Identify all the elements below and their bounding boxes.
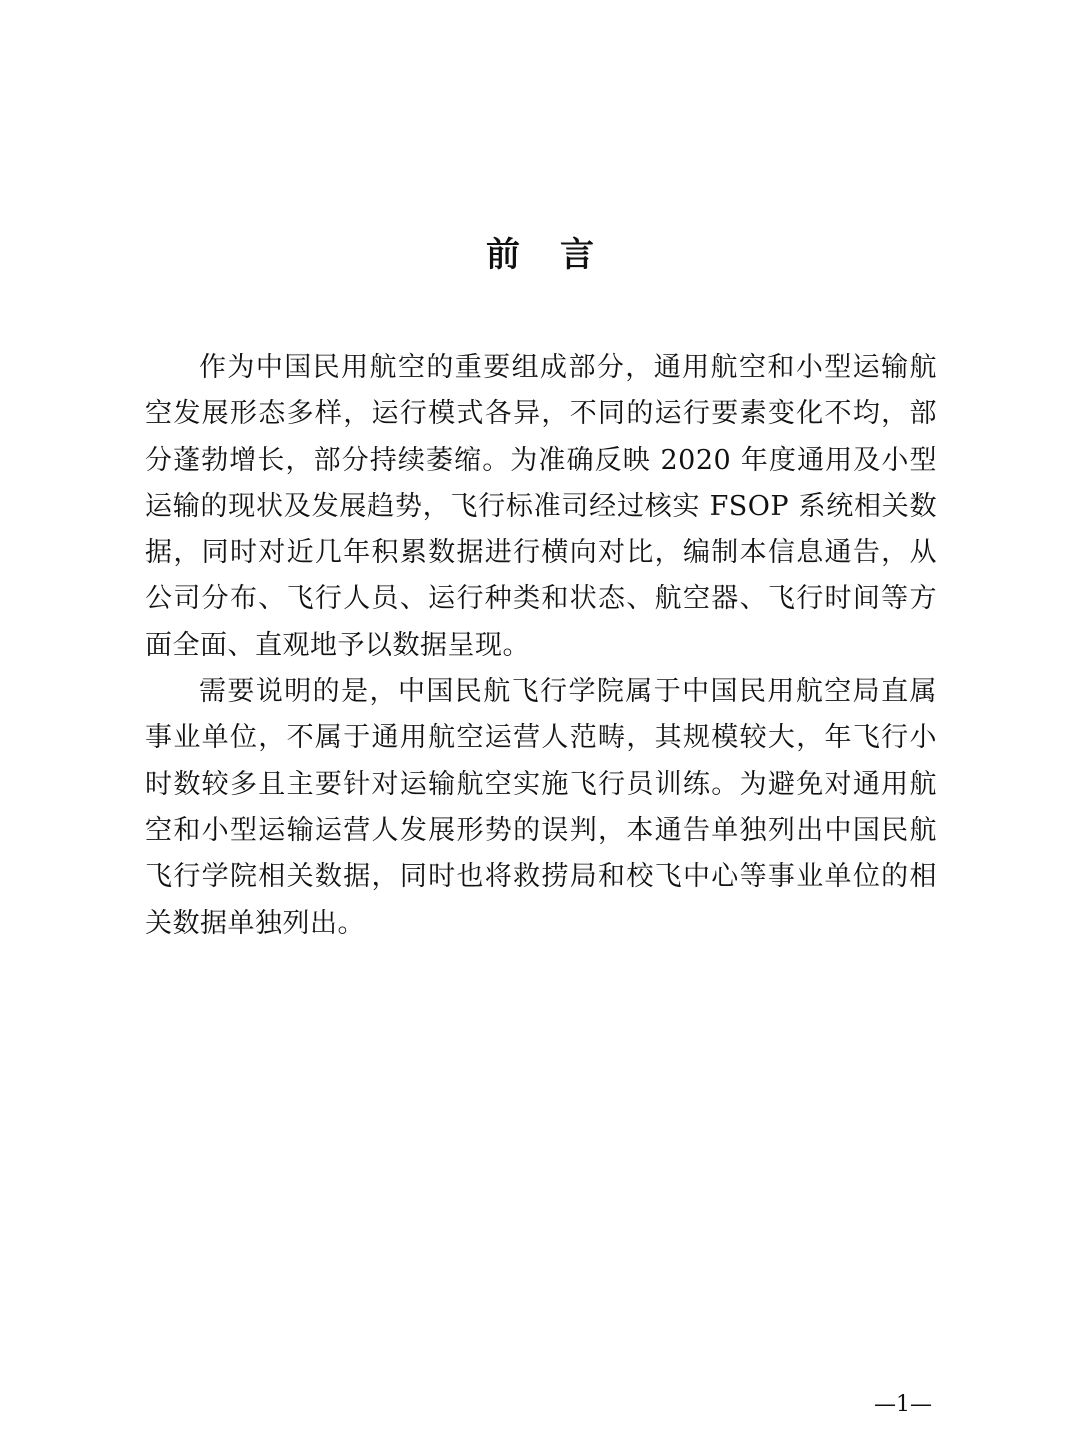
- page-number: —1—: [874, 1392, 932, 1417]
- paragraph-2: 需要说明的是，中国民航飞行学院属于中国民用航空局直属事业单位，不属于通用航空运营人范畴，其规模较大，年飞行小时数较多且主要针对运输航空实施飞行员训练。为避免对通用航空和小型运输运营人发展形势的误判，本通告单独列出中国民航飞行学院相关数据，同时也将救捞局和校飞中心等事业单位的相关数据单独列出。: [145, 676, 937, 939]
- paragraph-1: 作为中国民用航空的重要组成部分，通用航空和小型运输航空发展形态多样，运行模式各异，不同的运行要素变化不均，部分蓬勃增长，部分持续萎缩。为准确反映 2020 年度通用及小型运输的现状及发展趋势，飞行标准司经过核实 FSOP 系统相关数据，同时对近几年积累数据进行横向对比，编制本信息通告，从公司分布、飞行人员、运行种类和状态、航空器、飞行时间等方面全面、直观地予以数据呈现。: [145, 352, 937, 661]
- page-title: 前言: [486, 235, 634, 275]
- body-text: [145, 345, 937, 947]
